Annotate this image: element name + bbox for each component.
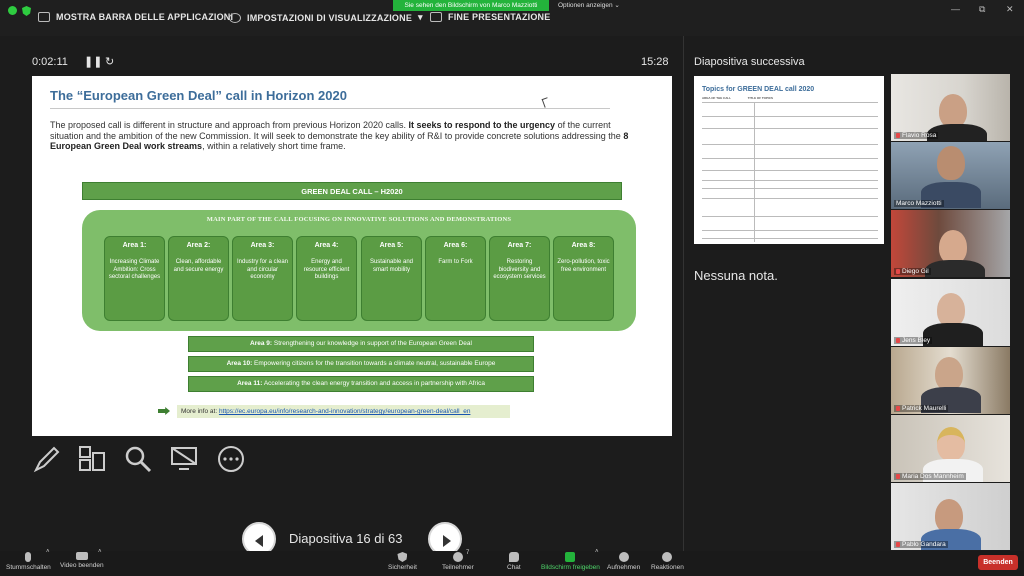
avatar — [937, 427, 965, 461]
video-camera-icon — [76, 552, 88, 560]
next-slide-label: Diapositiva successiva — [694, 56, 805, 68]
black-screen-icon[interactable] — [169, 444, 199, 474]
end-presentation-button[interactable]: FINE PRESENTAZIONE — [430, 12, 550, 22]
area-card: Area 5: Sustainable and smart mobility — [361, 236, 422, 321]
speaker-notes: Nessuna nota. — [694, 268, 778, 283]
avatar — [937, 146, 965, 180]
area-bar: Area 11: Accelerating the clean energy transition and access in partnership with Africa — [188, 376, 534, 392]
mic-muted-icon — [896, 474, 900, 479]
clock: 15:28 — [641, 56, 669, 68]
participant-video[interactable]: Flavio Rosa — [891, 74, 1010, 141]
participant-video[interactable]: Jens Bley — [891, 279, 1010, 346]
avatar — [937, 293, 965, 327]
participant-video[interactable]: Patrick Maurelli — [891, 347, 1010, 414]
more-info-box: More info at: https://ec.europa.eu/info/research-and-innovation/strategy/european-green-deal/call_en — [177, 405, 510, 418]
mute-options-caret[interactable]: ˄ — [46, 549, 50, 555]
chat-button[interactable]: Chat — [507, 552, 521, 571]
participants-button[interactable]: Teilnehmer — [442, 552, 474, 571]
avatar — [939, 230, 967, 264]
pause-timer-icon[interactable]: ❚❚ — [84, 56, 103, 68]
chat-bubble-icon — [509, 552, 519, 562]
area-card: Area 8: Zero-pollution, toxic free environment — [553, 236, 614, 321]
slide-title: The “European Green Deal” call in Horizon 2020 — [50, 88, 347, 103]
elapsed-timer: 0:02:11 — [32, 56, 68, 68]
settings-icon — [229, 13, 241, 23]
mic-muted-icon — [896, 133, 900, 138]
area-card: Area 7: Restoring biodiversity and ecosystem services — [489, 236, 550, 321]
more-options-icon[interactable] — [216, 444, 246, 474]
mouse-cursor-icon — [542, 97, 551, 108]
slide-counter: Diapositiva 16 di 63 — [289, 531, 403, 546]
end-meeting-button[interactable]: Beenden — [978, 555, 1018, 570]
show-app-bar-button[interactable]: MOSTRA BARRA DELLE APPLICAZIONI — [38, 12, 233, 22]
area-card: Area 3: Industry for a clean and circular economy — [232, 236, 293, 321]
arrow-right-icon — [158, 407, 170, 415]
encryption-shield-icon[interactable] — [22, 6, 31, 16]
reactions-button[interactable]: Reaktionen — [651, 552, 684, 571]
area-card: Area 6: Farm to Fork — [425, 236, 486, 321]
pen-icon[interactable] — [32, 444, 62, 474]
minimize-icon[interactable]: — — [951, 4, 960, 14]
restore-icon[interactable]: ⧉ — [979, 4, 986, 14]
stop-video-button[interactable]: Video beenden — [60, 552, 104, 569]
participant-video[interactable]: Diego Gil — [891, 210, 1010, 277]
next-slide-col-header: AREA OF THE CALL TITLE OF TOPICS — [702, 96, 774, 100]
meeting-controls — [0, 551, 1024, 576]
video-options-caret[interactable]: ˄ — [98, 549, 102, 555]
layout-icon[interactable] — [77, 444, 107, 474]
mute-button[interactable]: Stummschalten — [6, 552, 51, 571]
emoji-icon — [662, 552, 672, 562]
security-button[interactable]: Sicherheit — [388, 552, 417, 571]
mic-muted-icon — [896, 269, 900, 274]
area-bar: Area 9: Strengthening our knowledge in support of the European Green Deal — [188, 336, 534, 352]
participants-icon — [453, 552, 463, 562]
share-options-caret[interactable]: ˄ — [595, 549, 599, 555]
reset-timer-icon[interactable]: ↻ — [105, 56, 115, 68]
slide-intro-text: The proposed call is different in structure and approach from previous Horizon 2020 calls. It seeks to respond to the urgency of the current situation and the ambition of the new Commission. It will seek to demonstrate the key ability of R&I to provide concrete solutions addressing the 8 European Green Deal work streams, within a relatively short time frame. — [50, 120, 629, 151]
microphone-icon — [25, 552, 31, 562]
app-bar-icon — [38, 12, 50, 22]
area-bar: Area 10: Empowering citizens for the transition towards a climate neutral, sustainable Europe — [188, 356, 534, 372]
next-slide-thumbnail[interactable] — [694, 76, 884, 244]
record-icon — [619, 552, 629, 562]
title-divider — [50, 108, 610, 109]
current-slide — [32, 76, 672, 436]
zoom-icon[interactable] — [123, 444, 153, 474]
participant-video[interactable]: Maria Dos Mannheim — [891, 415, 1010, 482]
security-shield-icon — [397, 552, 407, 562]
more-info-link[interactable]: https://ec.europa.eu/info/research-and-innovation/strategy/european-green-deal/call_en — [218, 408, 471, 415]
avatar — [935, 499, 963, 533]
participants-count: 7 — [466, 550, 470, 556]
mic-muted-icon — [896, 542, 900, 547]
screen-share-banner: Sie sehen den Bildschirm von Marco Mazziotti — [393, 0, 549, 11]
participant-video[interactable]: Pablo Gandara — [891, 483, 1010, 550]
share-screen-icon — [565, 552, 575, 562]
area-card: Area 2: Clean, affordable and secure energy — [168, 236, 229, 321]
area-card: Area 1: Increasing Climate Ambition: Cross sectoral challenges — [104, 236, 165, 321]
record-button[interactable]: Aufnehmen — [607, 552, 640, 571]
avatar — [935, 357, 963, 391]
view-options-dropdown[interactable]: Optionen anzeigen ⌄ — [558, 2, 620, 9]
main-part-box — [82, 210, 636, 331]
end-presentation-icon — [430, 12, 442, 22]
area-card: Area 4: Energy and resource efficient buildings — [296, 236, 357, 321]
mic-muted-icon — [896, 338, 900, 343]
share-screen-button[interactable]: Bildschirm freigeben — [541, 552, 600, 571]
top-toolbar — [0, 0, 1024, 36]
display-settings-button[interactable]: IMPOSTAZIONI DI VISUALIZZAZIONE ▾ — [229, 12, 423, 23]
main-part-title: MAIN PART OF THE CALL FOCUSING ON INNOVATIVE SOLUTIONS AND DEMONSTRATIONS — [206, 216, 512, 223]
mic-muted-icon — [896, 406, 900, 411]
green-deal-header: GREEN DEAL CALL – H2020 — [82, 182, 622, 200]
participant-video-active[interactable]: Marco Mazziotti — [891, 142, 1010, 209]
security-status-icon — [8, 6, 17, 15]
panel-divider — [683, 36, 684, 551]
close-icon[interactable]: ✕ — [1006, 4, 1014, 14]
next-slide-title: Topics for GREEN DEAL call 2020 — [702, 86, 815, 93]
avatar — [939, 94, 967, 128]
